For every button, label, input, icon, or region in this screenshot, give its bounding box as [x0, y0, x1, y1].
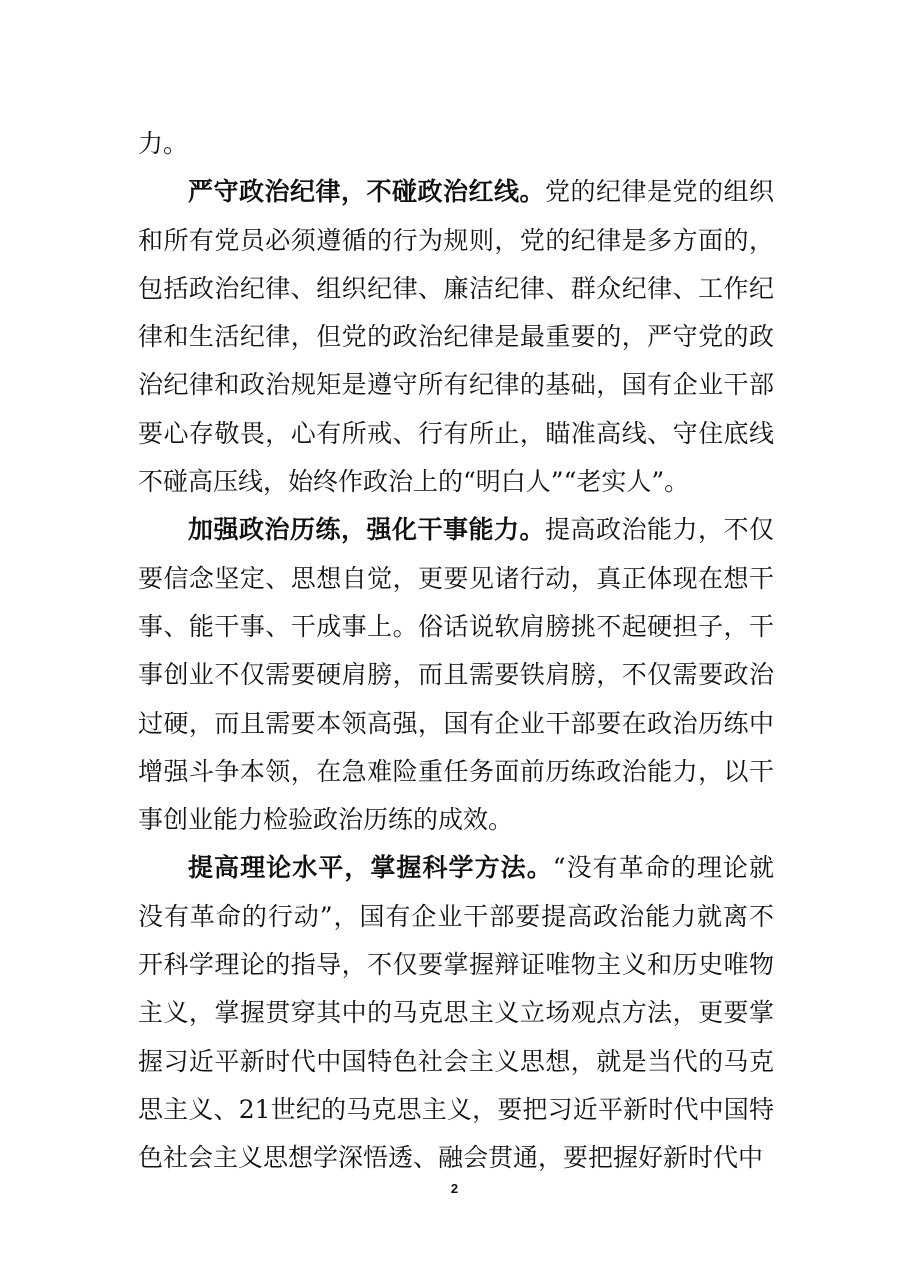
paragraph-political-training [138, 506, 774, 844]
paragraph-body: “没有革命的理论就没有革命的行动”，国有企业干部要提高政治能力就离不开科学理论的指导，不仅要掌握辩证唯物主义和历史唯物主义，掌握贯穿其中的马克思主义立场观点方法，更要掌握习近平新时代中国特色社会主义思想，就是当代的马克思主义、21世纪的马克思主义，要把习近平新时代中国特色社会主义思想学深悟透、融会贯通，要把握好新时代中 [138, 853, 774, 1173]
page-number: 2 [450, 1181, 459, 1196]
paragraph-theory-level [138, 844, 774, 1182]
paragraph-heading: 提高理论水平，掌握科学方法。 [188, 853, 553, 883]
paragraph-heading: 加强政治历练，强化干事能力。 [188, 515, 545, 545]
paragraph-body: 党的纪律是党的组织和所有党员必须遵循的行为规则，党的纪律是多方面的，包括政治纪律、组织纪律、廉洁纪律、群众纪律、工作纪律和生活纪律，但党的政治纪律是最重要的，严守党的政治纪律和政治规矩是遵守所有纪律的基础，国有企业干部要心存敬畏，心有所戒、行有所止，瞄准高线、守住底线不碰高压线，始终作政治上的“明白人”“老实人”。 [138, 177, 774, 497]
document-body [138, 120, 774, 1183]
paragraph-body: 提高政治能力，不仅要信念坚定、思想自觉，更要见诸行动，真正体现在想干事、能干事、干成事上。俗话说软肩膀挑不起硬担子，干事创业不仅需要硬肩膀，而且需要铁肩膀，不仅需要政治过硬，而且需要本领高强，国有企业干部要在政治历练中增强斗争本领，在急难险重任务面前历练政治能力，以干事创业能力检验政治历练的成效。 [138, 515, 774, 835]
paragraph-continuation [138, 120, 774, 168]
paragraph-heading: 严守政治纪律，不碰政治红线。 [188, 177, 545, 207]
paragraph-political-discipline [138, 168, 774, 506]
paragraph-body: 力。 [138, 129, 189, 158]
